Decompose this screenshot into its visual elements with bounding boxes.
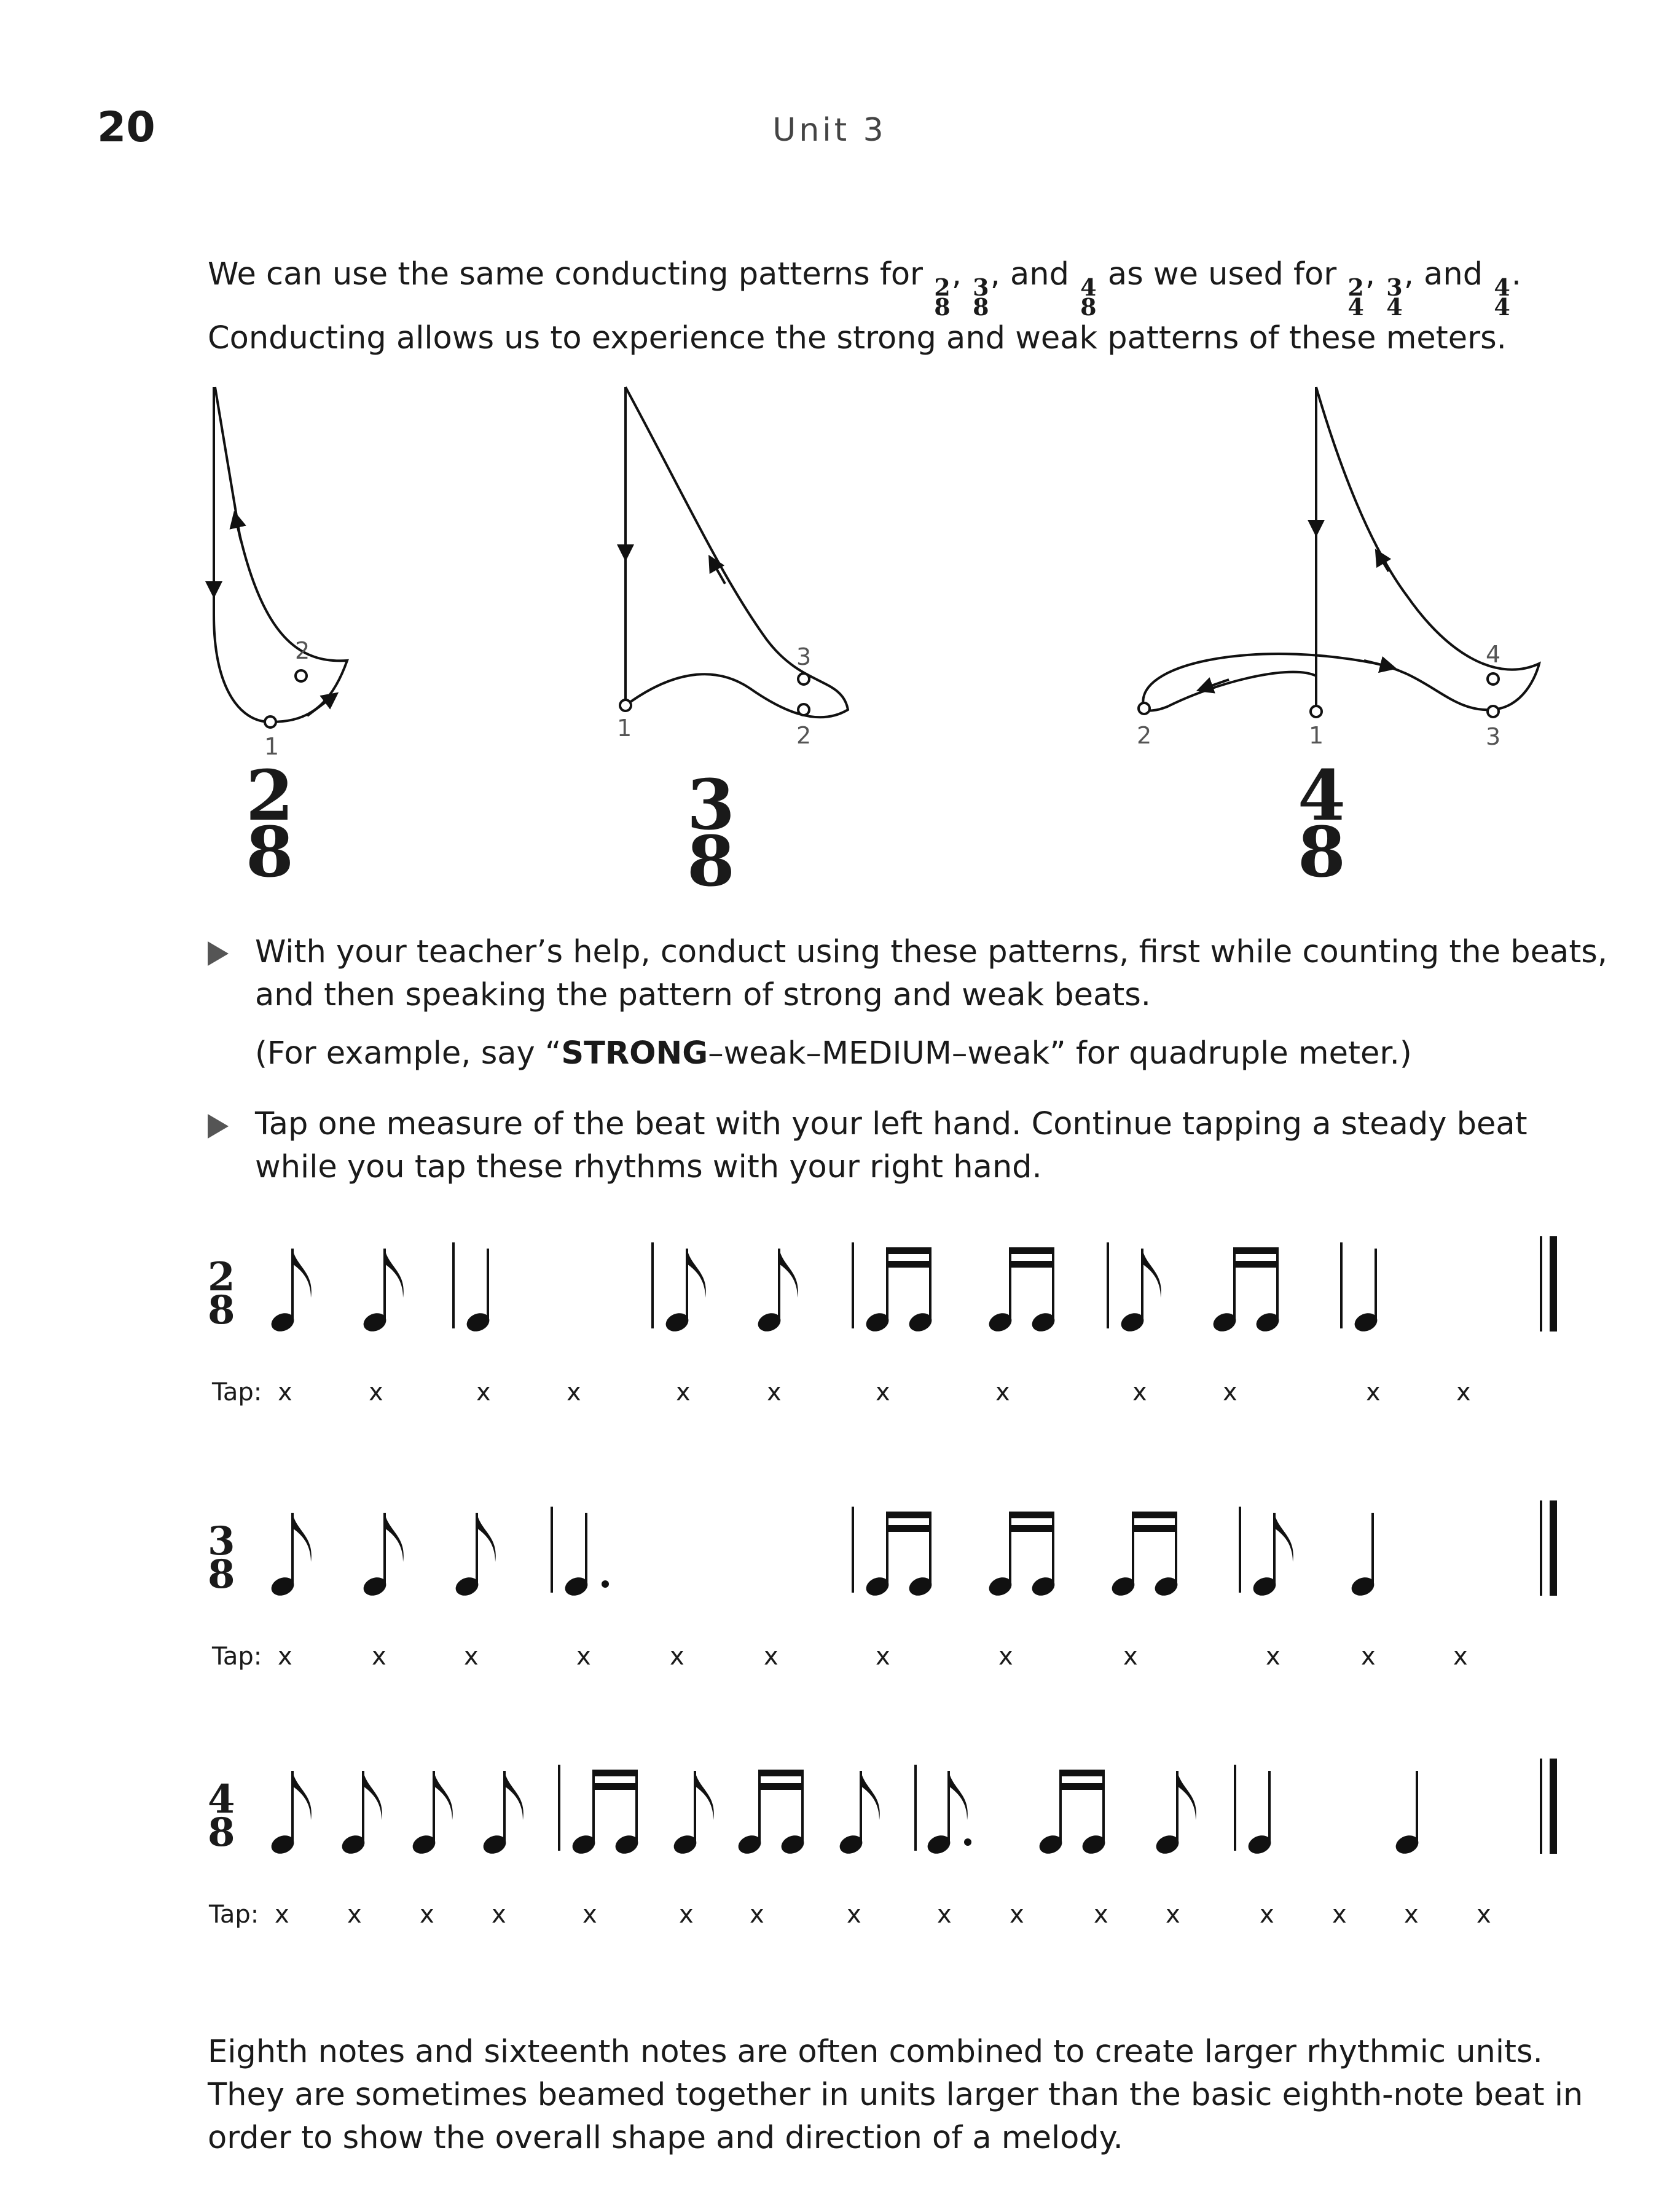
tap-mark: x <box>670 1642 684 1671</box>
tap-mark: x <box>995 1378 1010 1406</box>
tap-mark: x <box>750 1900 764 1929</box>
tap-mark: x <box>420 1900 434 1929</box>
tap-mark: x <box>1132 1378 1147 1406</box>
tap-mark: x <box>1223 1378 1237 1406</box>
tap-mark: x <box>476 1378 491 1406</box>
tap-mark: x <box>1453 1642 1468 1671</box>
tap-mark: x <box>567 1378 581 1406</box>
beat-label: 1 <box>617 715 632 742</box>
instruction-2: Tap one measure of the beat with your left hand. Continue tapping a steady beat while you tap these rhythms with your right hand. <box>255 1106 1528 1185</box>
tap-mark: x <box>1456 1378 1471 1406</box>
rhythm-3-staff <box>269 1759 1557 1857</box>
meter-3-8-large: 3 8 <box>687 765 735 902</box>
tap-mark: x <box>275 1900 289 1929</box>
inline-meter-2-8: 2 8 <box>934 273 951 321</box>
tap-mark: x <box>576 1642 591 1671</box>
tap-mark: x <box>1404 1900 1419 1929</box>
tap-label: Tap: <box>212 1378 262 1406</box>
meter-2-8-large: 2 8 <box>246 756 294 893</box>
tap-mark: x <box>582 1900 597 1929</box>
tap-mark: x <box>998 1642 1013 1671</box>
instruction-example: (For example, say “STRONG–weak–MEDIUM–weak” for quadruple meter.) <box>255 1035 1412 1072</box>
inline-meter-2-4: 2 4 <box>1347 273 1364 321</box>
tap-mark: x <box>1366 1378 1381 1406</box>
tap-mark: x <box>1361 1642 1376 1671</box>
tap-mark: x <box>767 1378 782 1406</box>
beat-label: 1 <box>264 733 280 760</box>
inline-meter-3-8: 3 8 <box>973 273 989 321</box>
tap-label: Tap: <box>209 1900 259 1929</box>
intro-part2: as we used for <box>1107 256 1337 292</box>
tap-mark: x <box>937 1900 952 1929</box>
tap-mark: x <box>464 1642 479 1671</box>
tap-mark: x <box>1166 1900 1180 1929</box>
tap-mark: x <box>1094 1900 1108 1929</box>
beat-label: 2 <box>1137 722 1152 749</box>
rhythm-2-meter: 3 8 <box>208 1518 235 1598</box>
tap-mark: x <box>1266 1642 1281 1671</box>
tap-mark: x <box>679 1900 694 1929</box>
unit-title: Unit 3 <box>772 112 887 149</box>
intro-part1: We can use the same conducting patterns for <box>208 256 924 292</box>
rhythm-1-staff <box>269 1236 1557 1335</box>
tap-mark: x <box>1332 1900 1347 1929</box>
tap-mark: x <box>1477 1900 1491 1929</box>
beat-label: 4 <box>1486 641 1501 668</box>
tap-mark: x <box>1123 1642 1138 1671</box>
tap-mark: x <box>492 1900 506 1929</box>
instruction-1: With your teacher’s help, conduct using these patterns, first while counting the beats, and then speaking the pattern of strong and weak beats. <box>255 934 1608 1013</box>
rhythm-2-staff <box>269 1500 1557 1599</box>
tap-mark: x <box>278 1378 292 1406</box>
rhythm-3-meter: 4 8 <box>208 1776 235 1856</box>
page-number: 20 <box>97 103 155 152</box>
inline-meter-4-4: 4 4 <box>1494 273 1510 321</box>
beat-label: 2 <box>295 637 310 664</box>
beat-label: 1 <box>1309 722 1324 749</box>
tap-mark: x <box>764 1642 779 1671</box>
tap-mark: x <box>847 1900 861 1929</box>
inline-meter-4-8: 4 8 <box>1080 273 1097 321</box>
tap-mark: x <box>676 1378 691 1406</box>
intro-line2: Conducting allows us to experience the strong and weak patterns of these meters. <box>208 320 1507 356</box>
meter-4-8-large: 4 8 <box>1298 756 1346 893</box>
tap-label: Tap: <box>212 1642 262 1671</box>
tap-mark: x <box>876 1642 890 1671</box>
tap-mark: x <box>278 1642 292 1671</box>
beat-label: 2 <box>796 722 812 749</box>
tap-mark: x <box>347 1900 362 1929</box>
intro-paragraph: We can use the same conducting patterns for 2 8 , 3 8 , and 4 8 as we used for 2 4 , 3 4 , and 4 4 . Conducting allows us to experience the strong and weak patterns of these meters. <box>208 256 1521 356</box>
rhythm-1-meter: 2 8 <box>208 1254 235 1333</box>
tap-mark: x <box>1010 1900 1024 1929</box>
beat-label: 3 <box>796 643 812 670</box>
tap-mark: x <box>369 1378 383 1406</box>
inline-meter-3-4: 3 4 <box>1386 273 1403 321</box>
tap-mark: x <box>876 1378 890 1406</box>
closing-paragraph: Eighth notes and sixteenth notes are often combined to create larger rhythmic units. They are sometimes beamed together in units larger than the basic eighth-note beat in order to show the overall shape and direction of a melody. <box>208 2034 1583 2156</box>
tap-mark: x <box>1260 1900 1274 1929</box>
beat-label: 3 <box>1486 723 1501 750</box>
tap-mark: x <box>372 1642 386 1671</box>
